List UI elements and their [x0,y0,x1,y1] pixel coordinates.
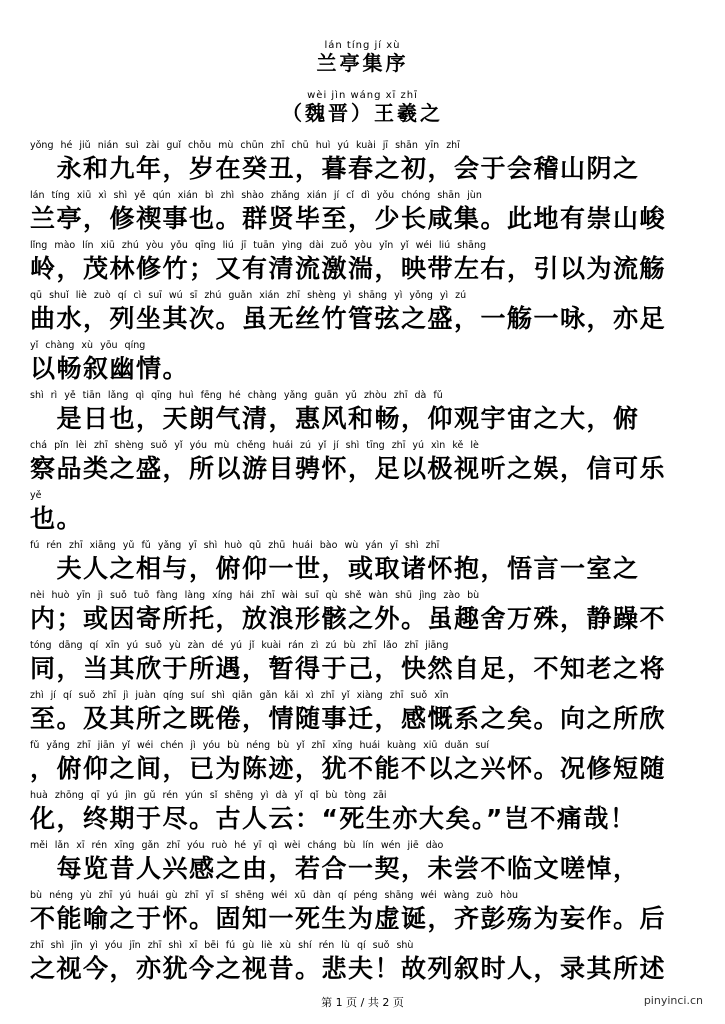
line-pinyin: qū shuǐ liè zuò qí cì suī wú sī zhú guǎn xián zhī shèng yì shāng yì yǒng yì zú [30,290,467,301]
page-number: 第 1 页 / 共 2 页 [321,996,404,1009]
line-pinyin: chá pǐn lèi zhī shèng suǒ yǐ yóu mù chěng huái zú yǐ jí shì tīng zhī yú xìn kě lè [30,440,479,451]
line-text: 也。 [30,504,84,533]
line-pinyin: yě [30,490,42,501]
line-pinyin: fǔ yǎng zhī jiān yǐ wéi chén jì yóu bù néng bù yǐ zhī xīng huái kuàng xiū duǎn suí [30,740,489,751]
text-line [30,440,700,486]
author-pinyin: wèi jìn wáng xī zhī [307,90,418,101]
text-line [30,390,700,436]
page-title: 兰亭集序 [316,51,409,75]
line-pinyin: zhì jí qí suǒ zhī jì juàn qíng suí shì qiān gǎn kǎi xì zhī yǐ xiàng zhī suǒ xīn [30,690,449,701]
text-line [30,490,700,536]
text-line [30,190,700,236]
line-text: 察品类之盛，所以游目骋怀，足以极视听之娱，信可乐 [30,454,667,483]
text-line [30,940,700,986]
line-text: 每览昔人兴感之由，若合一契，未尝不临文嗟悼， [30,854,640,883]
text-line [30,690,700,736]
line-pinyin: bù néng yù zhī yú huái gù zhī yī sǐ shēng wéi xū dàn qí péng shāng wéi wàng zuò hòu [30,890,518,901]
line-text: 至。及其所之既倦，情随事迁，感慨系之矣。向之所欣 [30,704,667,733]
text-line [30,640,700,686]
line-text: 同，当其欣于所遇，暂得于己，快然自足，不知老之将 [30,654,667,683]
line-pinyin: shì rì yě tiān lǎng qì qīng huì fēng hé chàng yǎng guān yǔ zhòu zhī dà fǔ [30,390,443,401]
text-line [30,240,700,286]
line-pinyin: yǐ chàng xù yōu qíng [30,340,146,351]
line-pinyin: zhī shì jīn yì yóu jīn zhī shì xī bēi fú gù liè xù shí rén lù qí suǒ shù [30,940,414,951]
line-text: 岭，茂林修竹；又有清流激湍，映带左右，引以为流觞 [30,254,667,283]
text-line [30,540,700,586]
line-pinyin: yǒng hé jiǔ nián suì zài guǐ chǒu mù chūn zhī chū huì yú kuài jī shān yīn zhī [30,140,460,151]
line-pinyin: lán tíng xiū xì shì yě qún xián bì zhì shào zhǎng xián jí cǐ dì yǒu chóng shān jùn [30,190,482,201]
author-name: （魏晋）王羲之 [282,101,443,125]
line-text: 化，终期于尽。古人云：“死生亦大矣。”岂不痛哉！ [30,804,637,833]
line-text: 永和九年，岁在癸丑，暮春之初，会于会稽山阴之 [30,154,640,183]
line-pinyin: lǐng mào lín xiū zhú yòu yǒu qīng liú jī tuān yìng dài zuǒ yòu yǐn yǐ wéi liú shāng [30,240,487,251]
line-text: 不能喻之于怀。固知一死生为虚诞，齐彭殇为妄作。后 [30,904,667,933]
title-pinyin: lán tíng jí xù [324,40,401,51]
line-pinyin: měi lǎn xī rén xīng gǎn zhī yóu ruò hé yī qì wèi cháng bù lín wén jiē dào [30,840,444,851]
line-text: 之视今，亦犹今之视昔。悲夫！故列叙时人，录其所述 [30,954,667,983]
line-text: 夫人之相与，俯仰一世，或取诸怀抱，悟言一室之 [30,554,640,583]
site-watermark: pinyinci.cn [643,994,703,1007]
text-line [30,890,700,936]
author-block [0,90,725,124]
line-text: 曲水，列坐其次。虽无丝竹管弦之盛，一觞一咏，亦足 [30,304,667,333]
line-text: 是日也，天朗气清，惠风和畅，仰观宇宙之大，俯 [30,404,640,433]
text-line [30,290,700,336]
text-line [30,790,700,836]
line-text: 兰亭，修禊事也。群贤毕至，少长咸集。此地有崇山峻 [30,204,667,233]
line-text: 以畅叙幽情。 [30,354,190,383]
title-block [0,40,725,74]
line-text: ，俯仰之间，已为陈迹，犹不能不以之兴怀。况修短随 [30,754,667,783]
text-line [30,840,700,886]
line-text: 内；或因寄所托，放浪形骸之外。虽趣舍万殊，静躁不 [30,604,667,633]
text-line [30,340,700,386]
text-line [30,590,700,636]
line-pinyin: fú rén zhī xiāng yǔ fǔ yǎng yī shì huò qǔ zhū huái bào wù yán yī shì zhī [30,540,440,551]
line-pinyin: nèi huò yīn jì suǒ tuō fàng làng xíng hái zhī wài suī qù shě wàn shū jìng zào bù [30,590,480,601]
line-pinyin: tóng dāng qí xīn yú suǒ yù zàn dé yú jǐ kuài rán zì zú bù zhī lǎo zhī jiāng [30,640,449,651]
text-line [30,140,700,186]
text-line [30,740,700,786]
line-pinyin: huà zhōng qī yú jìn gǔ rén yún sǐ shēng yì dà yǐ qǐ bù tòng zāi [30,790,387,801]
